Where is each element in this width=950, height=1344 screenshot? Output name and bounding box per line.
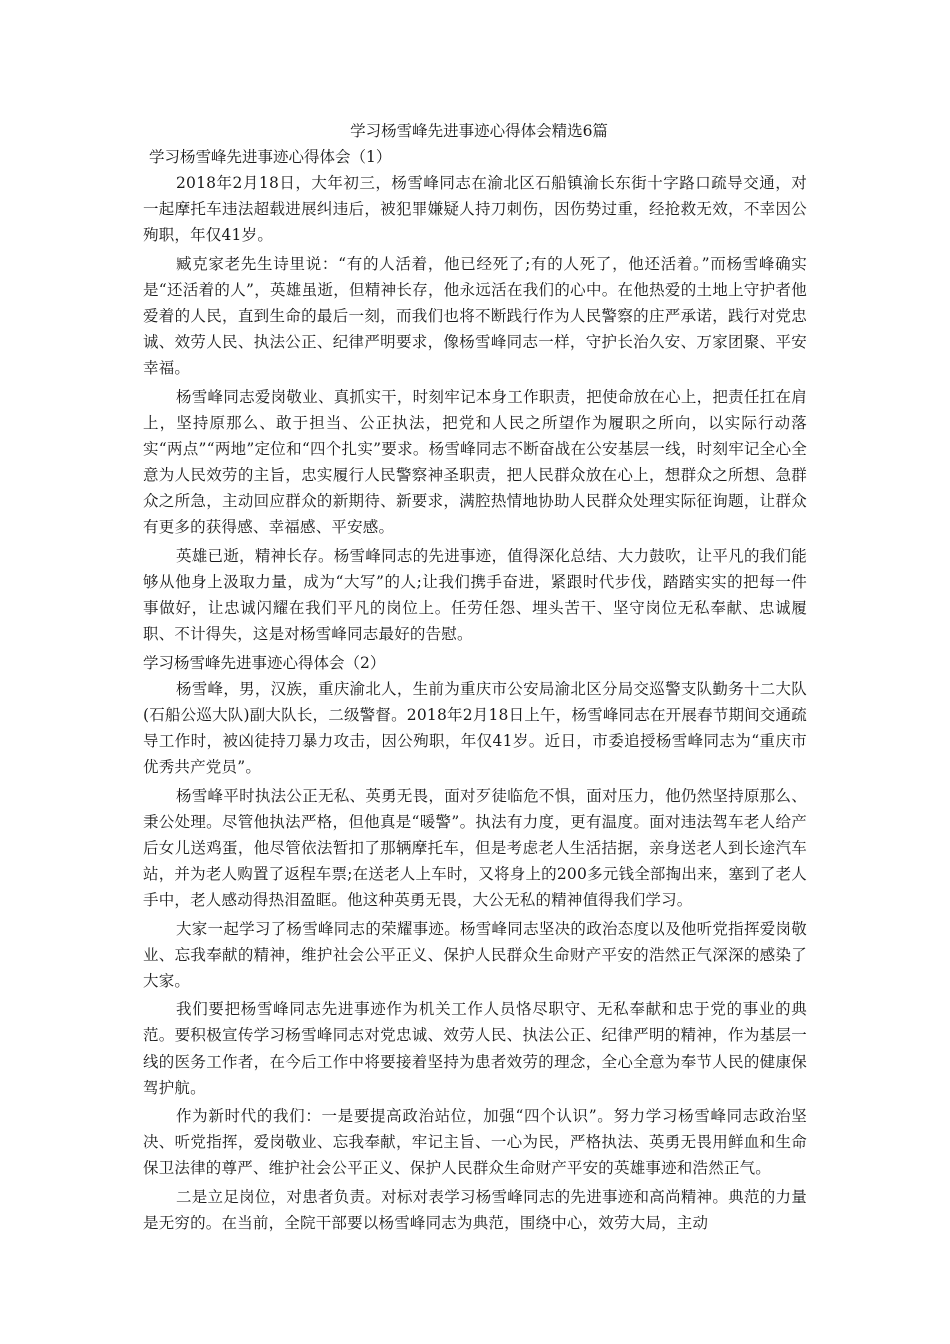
section-heading: 学习杨雪峰先进事迹心得体会（2） (143, 653, 386, 672)
section-2 (143, 650, 807, 1236)
paragraph: 二是立足岗位，对患者负责。对标对表学习杨雪峰同志的先进事迹和高尚精神。典范的力量是无穷的。在当前，全院干部要以杨雪峰同志为典范，围绕中心，效劳大局，主动 (143, 1187, 807, 1233)
paragraph: 英雄已逝，精神长存。杨雪峰同志的先进事迹，值得深化总结、大力鼓吹，让平凡的我们能够从他身上汲取力量，成为“大写”的人;让我们携手奋进，紧跟时代步伐，踏踏实实的把每一件事做好，让忠诚闪耀在我们平凡的岗位上。任劳任怨、埋头苦干、坚守岗位无私奉献、忠诚履职、不计得失，这是对杨雪峰同志最好的告慰。 (143, 546, 807, 644)
section-heading: 学习杨雪峰先进事迹心得体会（1） (149, 148, 392, 166)
paragraph: 杨雪峰平时执法公正无私、英勇无畏，面对歹徒临危不惧，面对压力，他仍然坚持原那么、秉公处理。尽管他执法严格，但他真是“暖警”。执法有力度，更有温度。面对违法驾车老人给产后女儿送鸡蛋，他尽管依法暂扣了那辆摩托车，但是考虑老人生活拮据，亲身送老人到长途汽车站，并为老人购置了返程车票;在送老人上车时，又将身上的200多元钱全部掏出来，塞到了老人手中，老人感动得热泪盈眶。他这种英勇无畏，大公无私的精神值得我们学习。 (143, 786, 807, 909)
document-title: 学习杨雪峰先进事迹心得体会精选6篇 (350, 122, 608, 140)
paragraph: 作为新时代的我们：一是要提高政治站位，加强“四个认识”。努力学习杨雪峰同志政治坚决、听党指挥，爱岗敬业、忘我奉献，牢记主旨、一心为民，严格执法、英勇无畏用鲜血和生命保卫法律的尊严、维护社会公平正义、保护人民群众生命财产平安的英雄事迹和浩然正气。 (143, 1107, 807, 1178)
paragraph: 大家一起学习了杨雪峰同志的荣耀事迹。杨雪峰同志坚决的政治态度以及他听党指挥爱岗敬业、忘我奉献的精神，维护社会公平正义、保护人民群众生命财产平安的浩然正气深深的感染了大家。 (143, 919, 807, 990)
document-page (143, 118, 807, 1239)
section-1 (143, 144, 807, 647)
paragraph: 我们要把杨雪峰同志先进事迹作为机关工作人员恪尽职守、无私奉献和忠于党的事业的典范。要积极宣传学习杨雪峰同志对党忠诚、效劳人民、执法公正、纪律严明的精神，作为基层一线的医务工作者，在今后工作中将要接着坚持为患者效劳的理念，全心全意为奉节人民的健康保驾护航。 (143, 1000, 807, 1097)
paragraph: 2018年2月18日，大年初三，杨雪峰同志在渝北区石船镇渝长东街十字路口疏导交通，对一起摩托车违法超载进展纠违后，被犯罪嫌疑人持刀刺伤，因伤势过重，经抢救无效，不幸因公殉职，年仅41岁。 (143, 174, 807, 245)
paragraph: 杨雪峰同志爱岗敬业、真抓实干，时刻牢记本身工作职责，把使命放在心上，把责任扛在肩上，坚持原那么、敢于担当、公正执法，把党和人民之所望作为履职之所向，以实际行动落实“两点”“两地”定位和“四个扎实”要求。杨雪峰同志不断奋战在公安基层一线，时刻牢记全心全意为人民效劳的主旨，忠实履行人民警察神圣职责，把人民群众放在心上，想群众之所想、急群众之所急，主动回应群众的新期待、新要求，满腔热情地协助人民群众处理实际征询题，让群众有更多的获得感、幸福感、平安感。 (143, 387, 807, 537)
paragraph: 杨雪峰，男，汉族，重庆渝北人，生前为重庆市公安局渝北区分局交巡警支队勤务十二大队(石船公巡大队)副大队长，二级警督。2018年2月18日上午，杨雪峰同志在开展春节期间交通疏导工作时，被凶徒持刀暴力攻击，因公殉职，年仅41岁。近日，市委追授杨雪峰同志为“重庆市优秀共产党员”。 (143, 679, 807, 776)
paragraph: 臧克家老先生诗里说：“有的人活着，他已经死了;有的人死了，他还活着。”而杨雪峰确实是“还活着的人”，英雄虽逝，但精神长存，他永远活在我们的心中。在他热爱的土地上守护者他爱着的人民，直到生命的最后一刻，而我们也将不断践行作为人民警察的庄严承诺，践行对党忠诚、效劳人民、执法公正、纪律严明要求，像杨雪峰同志一样，守护长治久安、万家团聚、平安幸福。 (143, 254, 807, 378)
